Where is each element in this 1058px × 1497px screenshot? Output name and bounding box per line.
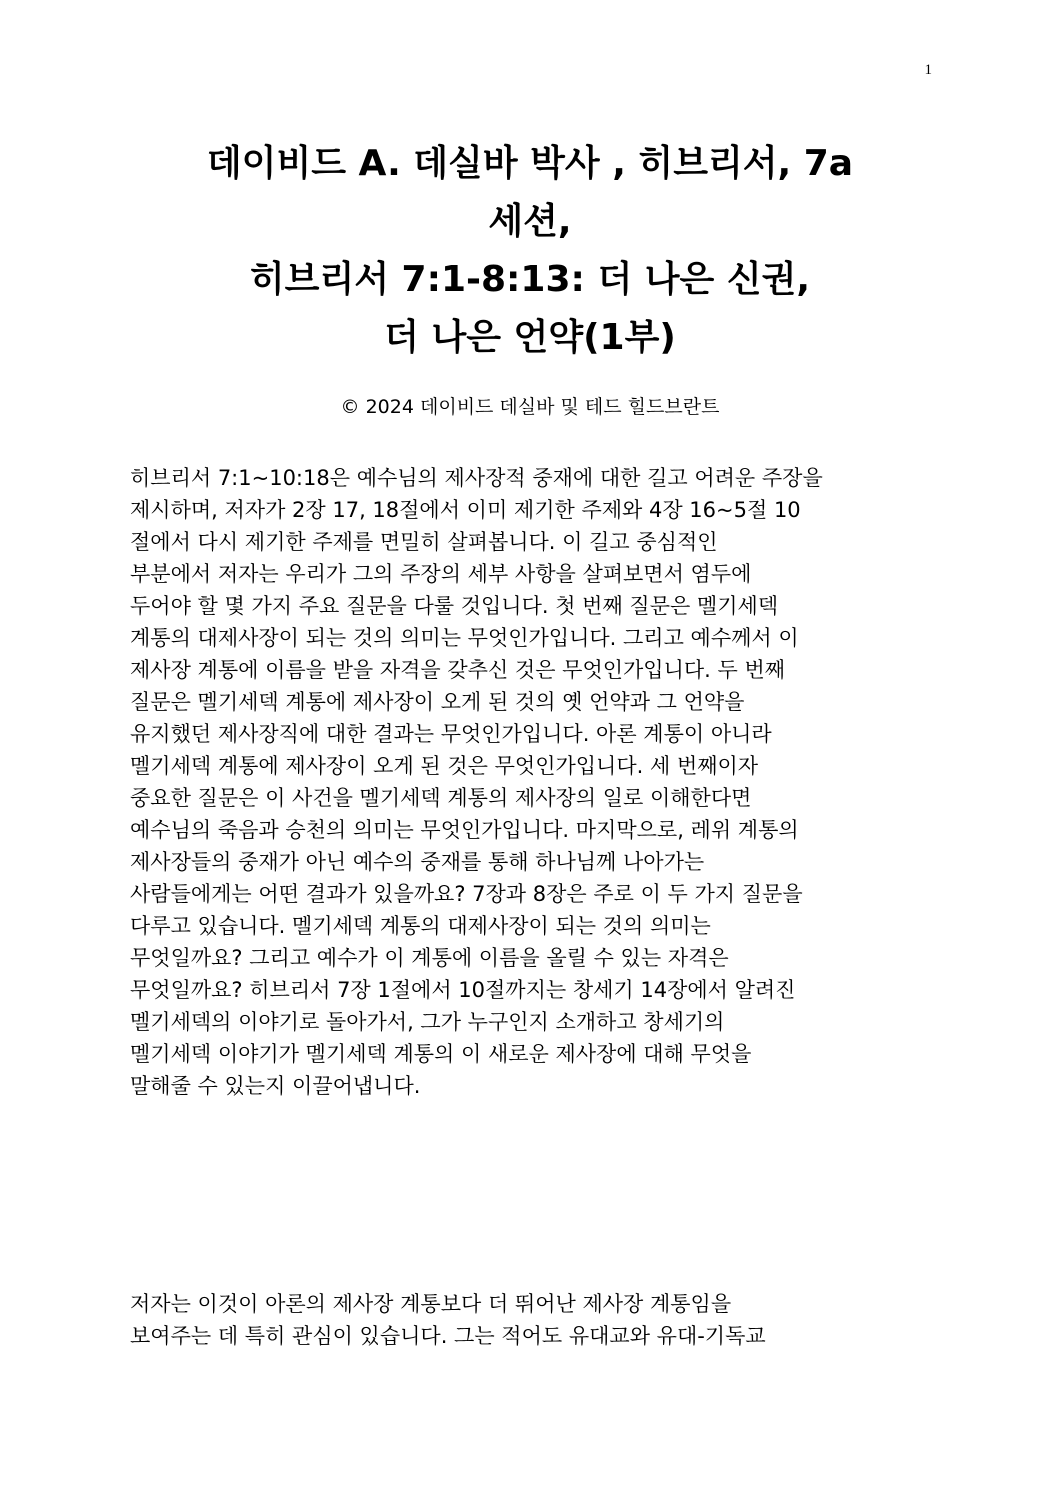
document-title	[100, 135, 960, 367]
text-line: 절에서 다시 제기한 주제를 면밀히 살펴봅니다. 이 길고 중심적인	[130, 530, 718, 554]
text-line: 제사장 계통에 이름을 받을 자격을 갖추신 것은 무엇인가입니다. 두 번째	[130, 658, 786, 682]
copyright-notice: © 2024 데이비드 데실바 및 테드 힐드브란트	[340, 396, 720, 418]
text-line: 예수님의 죽음과 승천의 의미는 무엇인가입니다. 마지막으로, 레위 계통의	[130, 818, 799, 842]
text-line: 제시하며, 저자가 2장 17, 18절에서 이미 제기한 주제와 4장 16~5절 10	[130, 498, 801, 522]
text-line: 저자는 이것이 아론의 제사장 계통보다 더 뛰어난 제사장 계통임을	[130, 1292, 732, 1316]
text-line: 말해줄 수 있는지 이끌어냅니다.	[130, 1074, 421, 1098]
title-line-1: 데이비드 A. 데실바 박사 , 히브리서, 7a	[206, 143, 854, 184]
page-number: 1	[924, 62, 932, 78]
text-line: 보여주는 데 특히 관심이 있습니다. 그는 적어도 유대교와 유대-기독교	[130, 1324, 766, 1348]
text-line: 계통의 대제사장이 되는 것의 의미는 무엇인가입니다. 그리고 예수께서 이	[130, 626, 799, 650]
text-line: 질문은 멜기세덱 계통에 제사장이 오게 된 것의 옛 언약과 그 언약을	[130, 690, 745, 714]
text-line: 멜기세덱 계통에 제사장이 오게 된 것은 무엇인가입니다. 세 번째이자	[130, 754, 759, 778]
text-line: 유지했던 제사장직에 대한 결과는 무엇인가입니다. 아론 계통이 아니라	[130, 722, 772, 746]
text-line: 사람들에게는 어떤 결과가 있을까요? 7장과 8장은 주로 이 두 가지 질문을	[130, 882, 803, 906]
text-line: 멜기세덱의 이야기로 돌아가서, 그가 누구인지 소개하고 창세기의	[130, 1010, 725, 1034]
text-line: 히브리서 7:1~10:18은 예수님의 제사장적 중재에 대한 길고 어려운 주장을	[130, 466, 823, 490]
text-line: 부분에서 저자는 우리가 그의 주장의 세부 사항을 살펴보면서 염두에	[130, 562, 752, 586]
title-line-3: 히브리서 7:1-8:13: 더 나은 신권,	[249, 259, 811, 300]
text-line: 두어야 할 몇 가지 주요 질문을 다룰 것입니다. 첫 번째 질문은 멜기세덱	[130, 594, 779, 618]
text-line: 멜기세덱 이야기가 멜기세덱 계통의 이 새로운 제사장에 대해 무엇을	[130, 1042, 752, 1066]
body-paragraph-1	[130, 462, 950, 1102]
body-paragraph-2	[130, 1288, 950, 1352]
title-line-2: 세션,	[488, 201, 572, 242]
text-line: 다루고 있습니다. 멜기세덱 계통의 대제사장이 되는 것의 의미는	[130, 914, 711, 938]
title-line-4: 더 나은 언약(1부)	[384, 317, 676, 358]
text-line: 무엇일까요? 히브리서 7장 1절에서 10절까지는 창세기 14장에서 알려진	[130, 978, 796, 1002]
text-line: 중요한 질문은 이 사건을 멜기세덱 계통의 제사장의 일로 이해한다면	[130, 786, 752, 810]
text-line: 제사장들의 중재가 아닌 예수의 중재를 통해 하나님께 나아가는	[130, 850, 705, 874]
text-line: 무엇일까요? 그리고 예수가 이 계통에 이름을 올릴 수 있는 자격은	[130, 946, 729, 970]
